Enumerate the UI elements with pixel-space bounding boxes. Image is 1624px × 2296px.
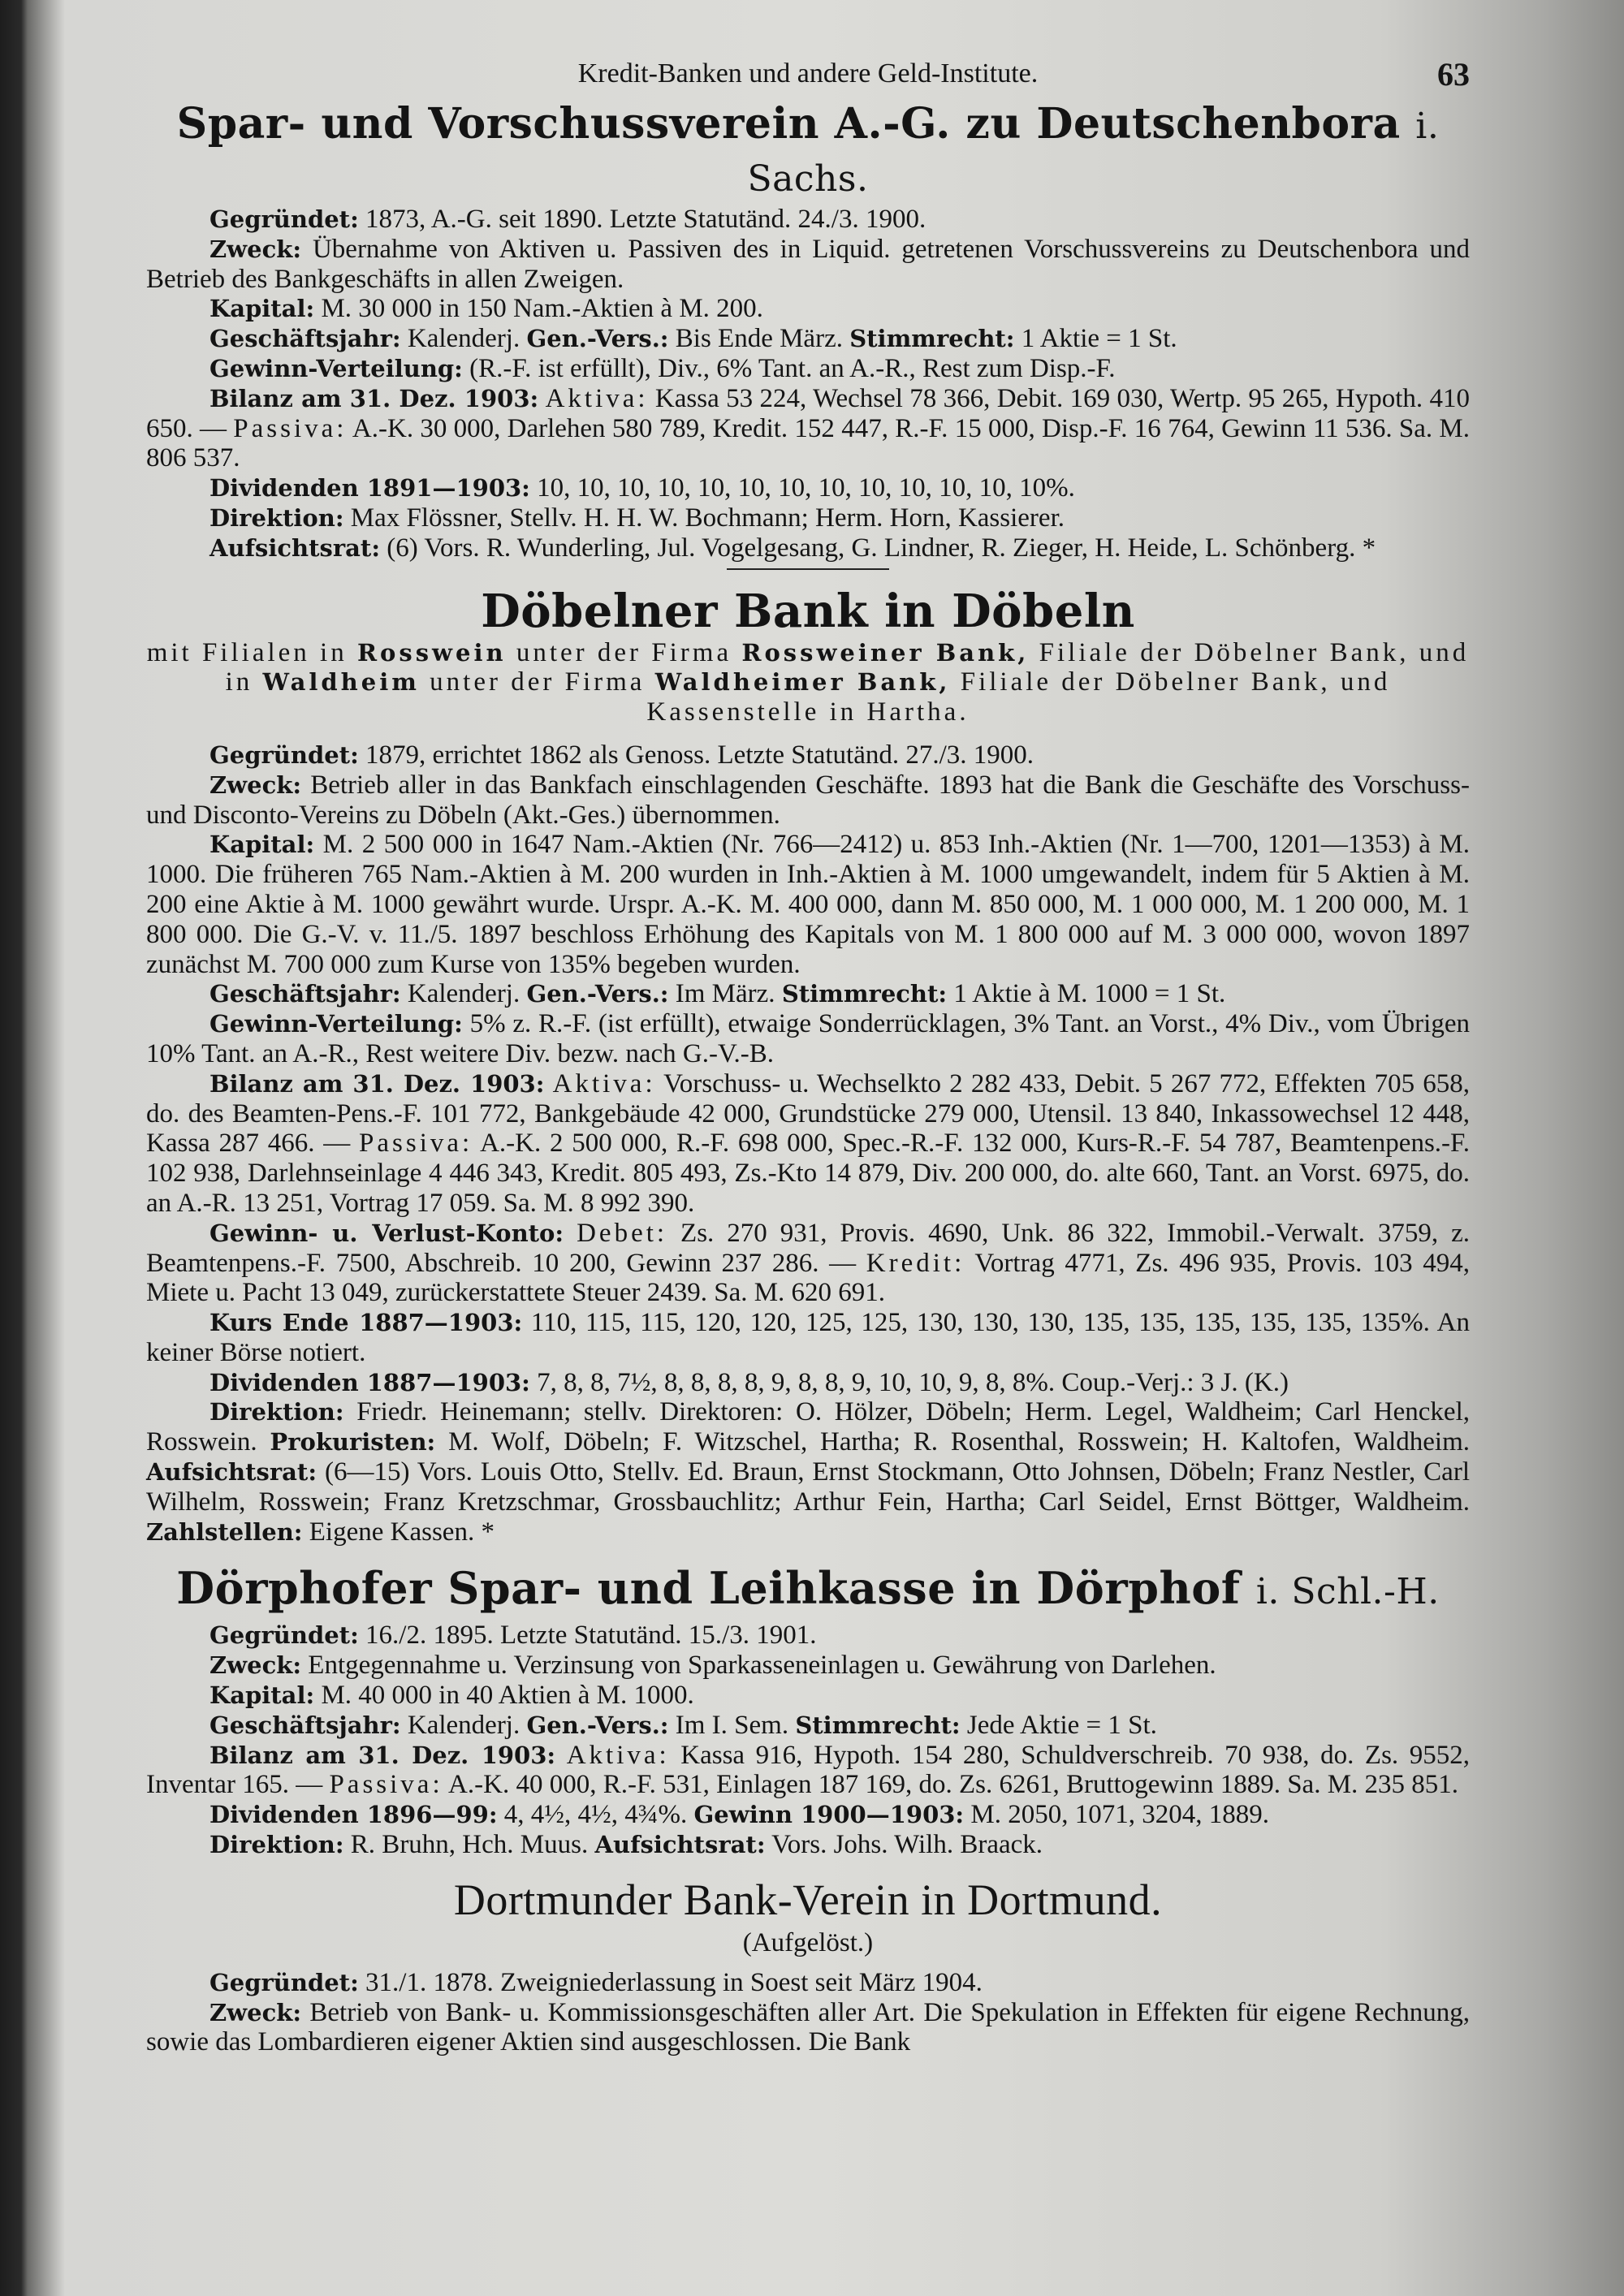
entry-title <box>146 1560 1470 1621</box>
entry-paragraph <box>146 503 1470 533</box>
field-text: R. Bruhn, Hch. Muus. <box>343 1830 595 1860</box>
field-text: A.-K. 40 000, R.-F. 531, Einlagen 187 169, do. Zs. 6261, Bruttogewinn 1889. Sa. M. 235 851. <box>443 1770 1459 1800</box>
field-label: Rosswein <box>356 638 507 667</box>
entry-paragraph <box>146 770 1470 831</box>
entry-paragraph <box>146 1219 1470 1308</box>
entry-title <box>146 99 1470 205</box>
field-text <box>555 1741 567 1770</box>
field-label: Dividenden 1887—1903: <box>209 1368 530 1396</box>
entry-paragraph <box>146 1069 1470 1219</box>
field-text: 1873, A.-G. seit 1890. Letzte Statutänd. 24./3. 1900. <box>358 205 926 234</box>
page-content <box>146 58 1470 2057</box>
field-text: Kassa 53 224, Wechsel 78 366, Debit. 169 030, Wertp. 95 265, Hypoth. 410 650. — <box>146 383 1470 443</box>
entry-paragraph <box>146 235 1470 295</box>
field-label: Geschäftsjahr: <box>209 325 401 353</box>
entry-doebelner-bank <box>146 585 1470 1547</box>
field-text: M. 2 500 000 in 1647 Nam.-Aktien (Nr. 766—2412) u. 853 Inh.-Aktien (Nr. 1—700, 1201—1353) à M. 1000. Die früheren 765 Nam.-Aktien à M. 200 wurden in Inh.-Aktien à M. 1000 umgewandelt, indem für 5 Aktien à M. 200 eine Aktie à M. 1000 gewährt wurde. Urspr. A.-K. M. 400 000, dann M. 850 000, M. 1 000 000, M. 1 200 000, M. 1 800 000. Die G.-V. v. 11./5. 1897 beschloss Erhöhung des Kapitals von M. 1 800 000 auf M. 3 000 000, wovon 1897 zunächst M. 700 000 zum Kurse von 135% begeben wurden. <box>146 830 1470 979</box>
entry-paragraph <box>146 830 1470 979</box>
entry-title-main: Dörphofer Spar- und Leihkasse in Dörphof <box>176 1562 1241 1615</box>
entry-deutschenbora <box>146 99 1470 563</box>
entry-note: (Aufgelöst.) <box>742 1927 874 1957</box>
separator-rule <box>727 568 889 570</box>
field-text: Kassa 916, Hypoth. 154 280, Schuldverschreib. 70 938, do. Zs. 9552, Inventar 165. — <box>146 1740 1470 1800</box>
field-label: Zweck: <box>209 1651 302 1680</box>
field-text: 10, 10, 10, 10, 10, 10, 10, 10, 10, 10, 10, 10, 10%. <box>529 473 1075 503</box>
entry-body <box>146 1621 1470 1859</box>
spaced-text: Aktiva: <box>545 383 649 413</box>
field-text: 110, 115, 115, 120, 120, 125, 125, 130, 130, 130, 135, 135, 135, 135, 135, 135%. An keiner Börse notiert. <box>146 1308 1471 1367</box>
field-label: Gen.-Vers.: <box>526 980 669 1008</box>
spaced-text: unter der Firma <box>506 637 742 667</box>
field-text: Eigene Kassen. * <box>302 1517 495 1547</box>
field-label: Kurs Ende 1887—1903: <box>209 1309 523 1337</box>
field-text: 7, 8, 8, 7½, 8, 8, 8, 8, 9, 8, 8, 9, 10, 10, 9, 8, 8%. Coup.-Verj.: 3 J. (K.) <box>529 1367 1289 1397</box>
entry-paragraph <box>146 354 1470 384</box>
entry-doerphofer <box>146 1560 1470 1859</box>
field-text: Vors. Johs. Wilh. Braack. <box>765 1830 1043 1860</box>
entry-title-suffix: i. Sachs. <box>747 106 1440 200</box>
entry-title-main: Dortmunder Bank-Verein in Dortmund. <box>453 1875 1163 1924</box>
field-label: Gewinn-Verteilung: <box>209 1010 463 1038</box>
field-label: Aufsichtsrat: <box>209 533 381 562</box>
field-text: Im I. Sem. <box>668 1710 796 1740</box>
field-label: Zweck: <box>209 770 302 799</box>
field-text: Betrieb von Bank- u. Kommissionsgeschäften aller Art. Die Spekulation in Effekten für eigene Rechnung, sowie das Lombardieren eigener Aktien sind ausgeschlossen. Die Bank <box>146 1997 1470 2057</box>
spaced-text: Passiva: <box>359 1129 473 1159</box>
entry-title <box>146 585 1470 638</box>
field-text: 1 Aktie à M. 1000 = 1 St. <box>947 979 1226 1009</box>
entry-title-main: Spar- und Vorschussverein A.-G. zu Deutschenbora <box>176 99 1401 149</box>
field-text: 5% z. R.-F. (ist erfüllt), etwaige Sonderrücklagen, 3% Tant. an Vorst., 4% Div., vom Übrigen 10% Tant. an A.-R., Rest weitere Div. bezw. nach G.-V.-B. <box>146 1009 1470 1068</box>
entry-paragraph <box>146 473 1470 503</box>
entry-paragraph <box>146 1800 1470 1830</box>
spacer <box>146 1547 1470 1560</box>
entry-body <box>146 205 1470 563</box>
field-text: 1 Aktie = 1 St. <box>1014 324 1177 354</box>
field-text: Vorschuss- u. Wechselkto 2 282 433, Debit. 5 267 772, Effekten 705 658, do. des Beamten-Pens.-F. 101 772, Bankgebäude 42 000, Grundstücke 279 000, Utensil. 13 840, Inkassowechsel 12 448, Kassa 287 466. — <box>146 1068 1470 1159</box>
field-text: Entgegennahme u. Verzinsung von Sparkasseneinlagen u. Gewährung von Darlehen. <box>301 1651 1216 1681</box>
field-text: Kalenderj. <box>400 979 527 1009</box>
field-label: Stimmrecht: <box>781 980 948 1008</box>
field-label: Zahlstellen: <box>146 1517 303 1546</box>
field-text: A.-K. 30 000, Darlehen 580 789, Kredit. 152 447, R.-F. 15 000, Disp.-F. 16 764, Gewinn 11 536. Sa. M. 806 537. <box>146 413 1471 473</box>
field-label: Aufsichtsrat: <box>594 1831 766 1859</box>
field-label: Direktion: <box>209 1398 344 1426</box>
entry-paragraph <box>146 1711 1470 1741</box>
field-label: Gegründet: <box>209 1968 359 1996</box>
running-title: Kredit-Banken und andere Geld-Institute. <box>577 58 1039 88</box>
field-text: Übernahme von Aktiven u. Passiven des in Liquid. getretenen Vorschussvereins zu Deutschenbora und Betrieb des Bankgeschäfts in allen Zweigen. <box>146 234 1470 294</box>
field-text: Zs. 270 931, Provis. 4690, Unk. 86 322, Immobil.-Verwalt. 3759, z. Beamtenpens.-F. 7500, Abschreib. 10 200, Gewinn 237 286. — <box>146 1218 1470 1278</box>
field-text: 31./1. 1878. Zweigniederlassung in Soest seit März 1904. <box>358 1967 983 1997</box>
entry-paragraph <box>146 384 1470 473</box>
field-label: Gen.-Vers.: <box>526 325 669 353</box>
field-text: A.-K. 2 500 000, R.-F. 698 000, Spec.-R.-F. 132 000, Kurs-R.-F. 54 787, Beamtenpens.-F. 102 938, Darlehnseinlage 4 446 343, Kredit. 805 493, Zs.-Kto 14 879, Div. 200 000, do. alte 660, Tant. an Vorst. 6975, do. an A.-R. 13 251, Vortrag 17 059. Sa. M. 8 992 390. <box>146 1129 1470 1218</box>
entry-paragraph <box>146 324 1470 354</box>
field-label: Gegründet: <box>209 740 359 769</box>
field-label: Gewinn-Verteilung: <box>209 354 463 382</box>
entry-paragraph <box>146 1397 1470 1547</box>
spaced-text: Aktiva: <box>552 1068 656 1098</box>
spaced-text: Passiva: <box>329 1770 443 1800</box>
spaced-text: unter der Firma <box>419 667 655 697</box>
field-label: Gegründet: <box>209 205 359 233</box>
entry-paragraph <box>146 1998 1470 2058</box>
field-label: Aufsichtsrat: <box>146 1458 317 1487</box>
field-label: Rossweiner Bank, <box>741 638 1030 667</box>
entry-paragraph <box>146 1830 1470 1860</box>
entry-paragraph <box>146 1308 1470 1368</box>
field-text: (6—15) Vors. Louis Otto, Stellv. Ed. Braun, Ernst Stockmann, Otto Johnsen, Döbeln; Franz Nestler, Carl Wilhelm, Rosswein; Franz Kretzschmar, Grossbauchlitz; Arthur Fein, Hartha; Carl Seidel, Ernst Böttger, Waldheim. <box>146 1457 1470 1517</box>
spaced-text: Passiva: <box>233 413 348 443</box>
entry-title <box>146 1873 1470 1927</box>
field-text: Jede Aktie = 1 St. <box>960 1710 1157 1740</box>
entry-paragraph <box>146 294 1470 324</box>
field-label: Kapital: <box>209 295 315 323</box>
entry-paragraph <box>146 740 1470 770</box>
field-label: Kapital: <box>209 831 315 859</box>
field-label: Zweck: <box>209 1998 302 2026</box>
field-text: Max Flössner, Stellv. H. H. W. Bochmann; Herm. Horn, Kassierer. <box>343 503 1065 533</box>
field-text <box>538 384 545 413</box>
field-text: M. Wolf, Döbeln; F. Witzschel, Hartha; R. Rosenthal, Rosswein; H. Kaltofen, Waldheim. <box>435 1427 1470 1457</box>
spaced-text: Debet: <box>577 1218 668 1248</box>
field-label: Dividenden 1891—1903: <box>209 474 530 503</box>
field-label: Gewinn 1900—1903: <box>693 1801 965 1829</box>
running-header <box>146 58 1470 99</box>
entry-dortmunder <box>146 1873 1470 2057</box>
field-text: Bis Ende März. <box>668 324 850 354</box>
field-text: 1879, errichtet 1862 als Genoss. Letzte Statutänd. 27./3. 1900. <box>358 740 1034 770</box>
field-label: Bilanz am 31. Dez. 1903: <box>209 384 539 412</box>
field-label: Direktion: <box>209 1831 344 1859</box>
field-label: Dividenden 1896—99: <box>209 1801 498 1829</box>
entry-title-main: Döbelner Bank in Döbeln <box>481 584 1135 638</box>
field-text: (6) Vors. R. Wunderling, Jul. Vogelgesang, G. Lindner, R. Zieger, H. Heide, L. Schönberg. * <box>380 533 1376 563</box>
field-label: Zweck: <box>209 235 302 263</box>
field-text: Kalenderj. <box>400 324 527 354</box>
entry-paragraph <box>146 1009 1470 1069</box>
field-label: Stimmrecht: <box>795 1711 961 1739</box>
entry-paragraph <box>146 533 1470 563</box>
spaced-text: Filiale der Döbelner Bank, und in <box>225 637 1470 697</box>
field-label: Direktion: <box>209 503 344 532</box>
spacer <box>146 727 1470 740</box>
field-text: M. 30 000 in 150 Nam.-Aktien à M. 200. <box>314 294 763 324</box>
field-label: Bilanz am 31. Dez. 1903: <box>209 1069 545 1098</box>
field-label: Gegründet: <box>209 1621 359 1650</box>
entry-paragraph <box>146 1968 1470 1998</box>
entry-paragraph <box>146 1621 1470 1651</box>
page-number: 63 <box>1437 56 1470 93</box>
field-text: Friedr. Heinemann; stellv. Direktoren: O. Hölzer, Döbeln; Herm. Legel, Waldheim; Carl Henckel, Rosswein. <box>146 1397 1470 1457</box>
field-text: Betrieb aller in das Bankfach einschlagenden Geschäfte. 1893 hat die Bank die Geschäfte des Vorschuss- und Disconto-Vereins zu Döbeln (Akt.-Ges.) übernommen. <box>146 770 1470 830</box>
field-label: Stimmrecht: <box>849 325 1015 353</box>
field-label: Waldheim <box>262 668 420 697</box>
field-label: Kapital: <box>209 1681 315 1710</box>
field-text: (R.-F. ist erfüllt), Div., 6% Tant. an A.-R., Rest zum Disp.-F. <box>462 353 1116 383</box>
spaced-text: mit Filialen in <box>146 637 357 667</box>
entry-body <box>146 740 1470 1547</box>
entry-paragraph <box>146 1651 1470 1681</box>
field-text: M. 40 000 in 40 Aktien à M. 1000. <box>314 1681 694 1711</box>
field-text <box>544 1069 552 1098</box>
spaced-text: Aktiva: <box>566 1740 670 1770</box>
entry-paragraph <box>146 1681 1470 1711</box>
field-text: Kalenderj. <box>400 1710 527 1740</box>
field-label: Geschäftsjahr: <box>209 1711 401 1739</box>
field-text: M. 2050, 1071, 3204, 1889. <box>964 1800 1269 1830</box>
entry-intro <box>146 638 1470 727</box>
spacer <box>146 1860 1470 1873</box>
spaced-text: Filiale der Döbelner Bank, und Kassenstelle in Hartha. <box>646 667 1391 727</box>
field-label: Gen.-Vers.: <box>526 1711 669 1739</box>
field-text: 4, 4½, 4½, 4¾%. <box>497 1800 694 1830</box>
entry-paragraph <box>146 1741 1470 1801</box>
field-label: Bilanz am 31. Dez. 1903: <box>209 1741 556 1769</box>
field-text: Vortrag 4771, Zs. 496 935, Provis. 103 494, Miete u. Pacht 13 049, zurückerstattete Steuer 2439. Sa. M. 620 691. <box>146 1248 1470 1308</box>
entry-title-suffix: i. Schl.-H. <box>1255 1571 1440 1613</box>
field-text: Im März. <box>668 979 782 1009</box>
entry-body <box>146 1968 1470 2057</box>
field-text: 16./2. 1895. Letzte Statutänd. 15./3. 1901. <box>358 1621 817 1651</box>
entry-paragraph <box>146 979 1470 1009</box>
entry-paragraph <box>146 1368 1470 1398</box>
entry-paragraph <box>146 205 1470 235</box>
field-label: Geschäftsjahr: <box>209 980 401 1008</box>
spaced-text: Kredit: <box>866 1248 965 1278</box>
field-label: Gewinn- u. Verlust-Konto: <box>209 1219 564 1247</box>
field-text <box>564 1219 577 1248</box>
field-label: Prokuristen: <box>270 1428 436 1457</box>
field-label: Waldheimer Bank, <box>654 668 951 697</box>
